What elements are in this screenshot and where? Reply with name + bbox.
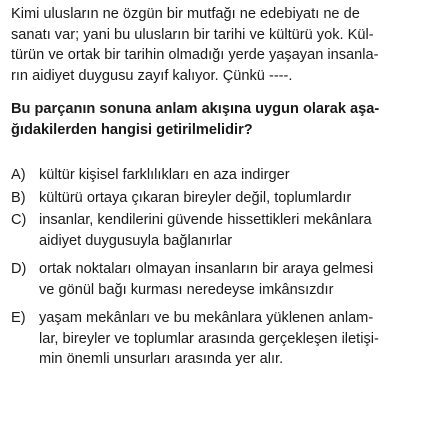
choice-text: yaşam mekânları ve bu mekânlara yüklenen anlam- <box>39 310 374 326</box>
choice-letter: D) <box>11 261 27 277</box>
passage-line: sanatı var; yani bu ulusların bir tarihi ve kültürü yok. Kül- <box>11 26 374 43</box>
prompt-line: ğıdakilerden hangisi getirilmelidir? <box>11 122 253 138</box>
passage-line: türün ve ortak bir tarihin olmadığı yerde yaşayan insanla- <box>11 47 379 63</box>
choice-letter: E) <box>11 310 26 326</box>
prompt-line: Bu parçanın sonuna anlam akışına uygun olarak aşa- <box>11 101 380 117</box>
choice-b[interactable] <box>11 188 437 209</box>
passage-text <box>11 4 437 86</box>
choice-text: ortak noktaları olmayan insanların bir araya gelmesi <box>39 261 374 277</box>
choice-letter: A) <box>11 167 26 183</box>
passage-line: rın aidiyet duygusu zayıf kalıyor. Çünkü ----. <box>11 67 293 84</box>
question-prompt <box>11 99 437 141</box>
choice-text: lar, bireyler ve toplumlar arasında gerçekleşen iletişi- <box>39 330 379 347</box>
passage-line: Kimi ulusların ne özgün bir mutfağı ne edebiyatı ne de <box>11 6 360 22</box>
choice-letter: B) <box>11 189 26 206</box>
choice-text: aidiyet duygusuyla bağlanırlar <box>39 232 233 249</box>
choice-c[interactable] <box>11 210 437 251</box>
choice-a[interactable] <box>11 165 437 186</box>
choice-text: insanlar, kendilerini güvende hissettikleri mekânlara <box>39 212 372 228</box>
choice-letter: C) <box>11 212 27 228</box>
choice-text: kültür kişisel farklılıkları en aza indirger <box>39 167 290 183</box>
choice-d[interactable] <box>11 259 437 300</box>
choice-text: min önemli unsurları arasında yer alır. <box>39 351 284 367</box>
choice-text: ve gönül bağı kurması neredeyse imkânsızdır <box>39 281 334 298</box>
question-block <box>11 4 437 141</box>
answer-choices <box>11 165 437 370</box>
choice-text: kültürü ortaya çıkaran bireyler değil, toplumlardır <box>39 189 352 206</box>
choice-e[interactable] <box>11 308 437 370</box>
